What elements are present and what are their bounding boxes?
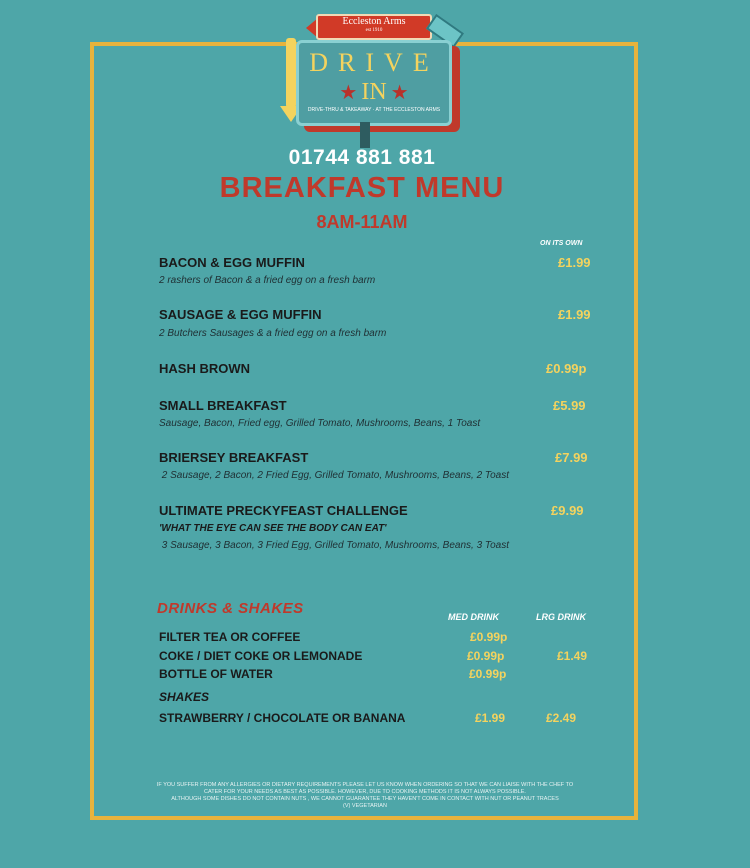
item-tagline: 'WHAT THE EYE CAN SEE THE BODY CAN EAT' — [159, 523, 387, 534]
item-price: £7.99 — [555, 450, 588, 465]
item-name: ULTIMATE PRECKYFEAST CHALLENGE — [159, 503, 408, 518]
phone-number[interactable]: 01744 881 881 — [288, 146, 436, 169]
drink-name: FILTER TEA OR COFFEE — [159, 630, 301, 644]
shake-name: STRAWBERRY / CHOCOLATE OR BANANA — [159, 711, 406, 725]
shake-price-med: £1.99 — [475, 711, 506, 725]
disclaimer-line: (V) VEGETARIAN — [343, 803, 387, 809]
item-name: HASH BROWN — [159, 361, 250, 376]
item-price: £0.99p — [546, 361, 587, 376]
drink-price-med: £0.99p — [469, 667, 507, 681]
disclaimer-line: CATER FOR YOUR NEEDS AS BEST AS POSSIBLE. HOWEVER, DUE TO COOKING METHODS IT IS NOT ALWAYS POSSIBLE. — [204, 789, 526, 795]
shakes-label: SHAKES — [159, 690, 210, 704]
logo-pole — [360, 122, 370, 148]
item-desc: Sausage, Bacon, Fried egg, Grilled Tomato, Mushrooms, Beans, 1 Toast — [159, 418, 481, 429]
item-desc: 2 rashers of Bacon & a fried egg on a fresh barm — [159, 275, 376, 286]
star-icon: ★ — [339, 82, 358, 104]
item-price: £5.99 — [553, 398, 586, 413]
menu-title: BREAKFAST MENU — [219, 172, 505, 204]
logo-tagline: DRIVE-THRU & TAKEAWAY · AT THE ECCLESTON ARMS — [307, 107, 441, 113]
opening-hours: 8AM-11AM — [316, 212, 408, 232]
column-label-on-its-own: ON ITS OWN — [540, 240, 583, 247]
item-price: £9.99 — [551, 503, 584, 518]
item-name: SAUSAGE & EGG MUFFIN — [159, 307, 322, 322]
item-name: BRIERSEY BREAKFAST — [159, 450, 309, 465]
allergy-disclaimer — [120, 782, 610, 810]
logo-top-sign-text: Eccleston Arms — [342, 16, 406, 27]
column-label-lrg-drink: LRG DRINK — [536, 612, 586, 622]
item-name: SMALL BREAKFAST — [159, 398, 287, 413]
star-icon: ★ — [390, 82, 409, 104]
logo-top-sign — [316, 14, 432, 40]
shake-price-lrg: £2.49 — [546, 711, 577, 725]
drink-price-med: £0.99p — [467, 649, 505, 663]
logo-top-sign-sub: est 1910 — [365, 28, 383, 33]
drinks-section-title: DRINKS & SHAKES — [157, 600, 304, 617]
item-name: BACON & EGG MUFFIN — [159, 255, 305, 270]
column-label-med-drink: MED DRINK — [448, 612, 499, 622]
item-price: £1.99 — [558, 307, 591, 322]
disclaimer-line: IF YOU SUFFER FROM ANY ALLERGIES OR DIETARY REQUIREMENTS PLEASE LET US KNOW WHEN ORDERING SO THAT WE CAN LIAISE WITH THE CHEF TO — [156, 782, 574, 788]
drink-name: COKE / DIET COKE OR LEMONADE — [159, 649, 363, 663]
drink-price-lrg: £1.49 — [557, 649, 588, 663]
item-desc: 3 Sausage, 3 Bacon, 3 Fried Egg, Grilled Tomato, Mushrooms, Beans, 3 Toast — [159, 540, 510, 551]
logo-in-row — [299, 79, 449, 106]
item-desc: 2 Sausage, 2 Bacon, 2 Fried Egg, Grilled Tomato, Mushrooms, Beans, 2 Toast — [159, 470, 510, 481]
logo-bulb-arrow — [286, 38, 296, 108]
item-desc: 2 Butchers Sausages & a fried egg on a fresh barm — [159, 328, 387, 339]
drive-in-logo — [280, 10, 470, 148]
disclaimer-line: ALTHOUGH SOME DISHES DO NOT CONTAIN NUTS , WE CANNOT GUARANTEE THEY HAVEN'T COME IN CONTACT WITH NUT OR PEANUT TRACES — [171, 796, 559, 802]
item-price: £1.99 — [558, 255, 591, 270]
logo-in-text: IN — [361, 79, 387, 105]
drink-price-med: £0.99p — [470, 630, 508, 644]
logo-drive-text: DRIVE — [309, 48, 439, 77]
logo-main-sign — [296, 40, 452, 126]
drink-name: BOTTLE OF WATER — [159, 667, 273, 681]
